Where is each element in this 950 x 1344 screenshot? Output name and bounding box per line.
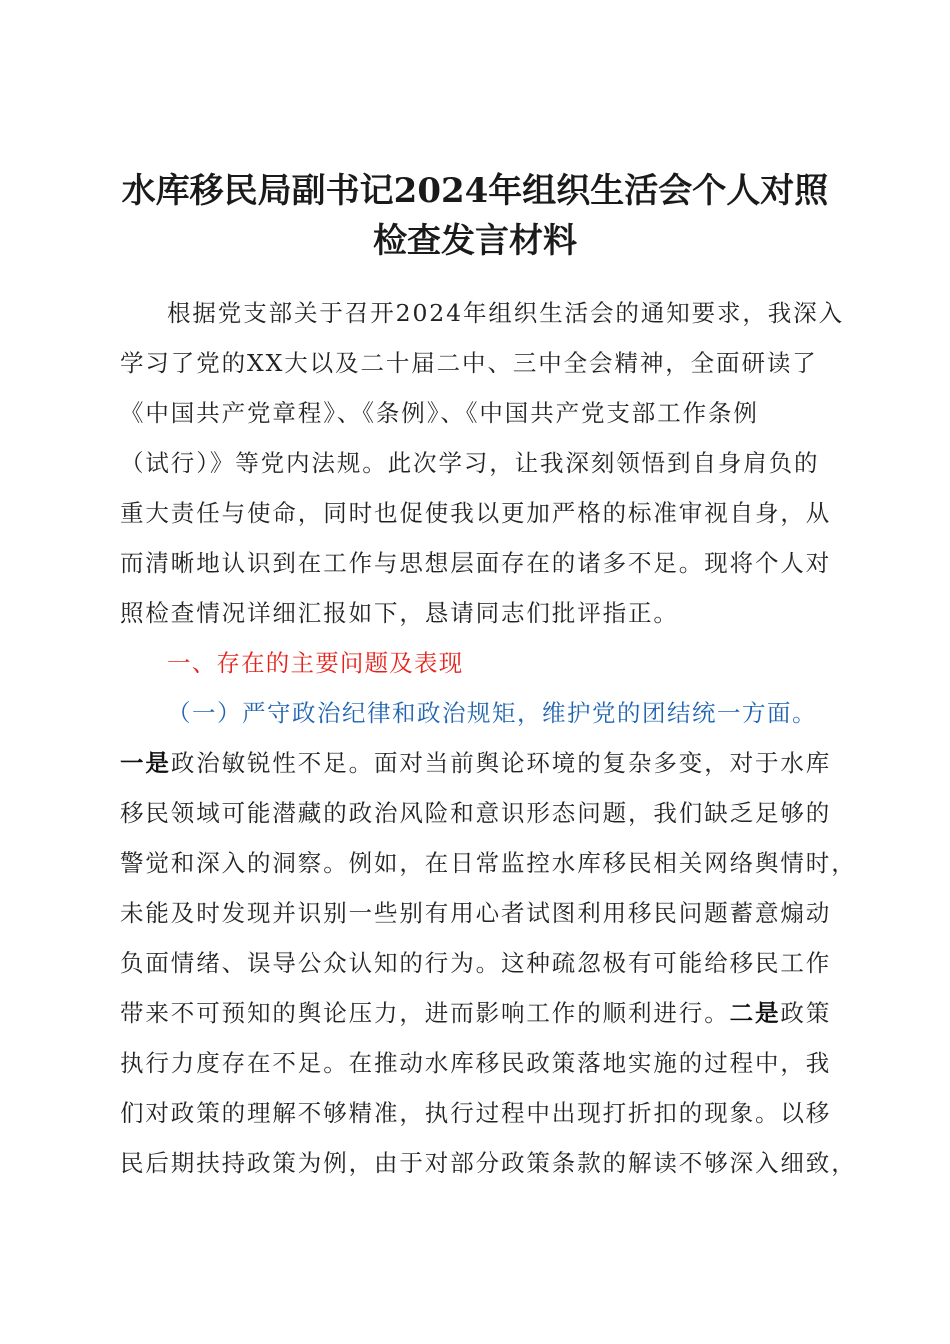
subsection-heading: （一）严守政治纪律和政治规矩，维护党的团结统一方面。 — [167, 699, 817, 727]
body-line-6-text: 带来不可预知的舆论压力，进而影响工作的顺利进行。 — [120, 999, 730, 1027]
body-line-5: 负面情绪、误导公众认知的行为。这种疏忽极有可能给移民工作 — [120, 949, 832, 977]
body-line-9: 民后期扶持政策为例，由于对部分政策条款的解读不够深入细致， — [120, 1149, 857, 1177]
intro-line-2: 学习了党的XX大以及二十届二中、三中全会精神，全面研读了 — [120, 349, 818, 377]
body-line-3: 警觉和深入的洞察。例如，在日常监控水库移民相关网络舆情时， — [120, 849, 857, 877]
body-line-2: 移民领域可能潜藏的政治风险和意识形态问题，我们缺乏足够的 — [120, 799, 832, 827]
intro-line-3: 《中国共产党章程》、《条例》、《中国共产党支部工作条例 — [120, 399, 759, 427]
body-line-1 — [120, 748, 832, 778]
intro-line-5: 重大责任与使命，同时也促使我以更加严格的标准审视自身，从 — [120, 499, 832, 527]
intro-line-6: 而清晰地认识到在工作与思想层面存在的诸多不足。现将个人对 — [120, 549, 832, 577]
point-marker-second: 二是 — [729, 999, 781, 1027]
intro-line-7: 照检查情况详细汇报如下，恳请同志们批评指正。 — [120, 599, 679, 627]
body-line-8: 们对政策的理解不够精准，执行过程中出现打折扣的现象。以移 — [120, 1099, 832, 1127]
intro-line-1: 根据党支部关于召开2024年组织生活会的通知要求，我深入 — [167, 299, 845, 327]
point-marker-first: 一是 — [120, 749, 171, 777]
document-title-line-2: 检查发言材料 — [373, 221, 577, 261]
intro-line-4: （试行）》等党内法规。此次学习，让我深刻领悟到自身肩负的 — [120, 449, 820, 477]
section-heading: 一、存在的主要问题及表现 — [167, 649, 464, 677]
body-line-7: 执行力度存在不足。在推动水库移民政策落地实施的过程中，我 — [120, 1049, 832, 1077]
body-line-4: 未能及时发现并识别一些别有用心者试图利用移民问题蓄意煽动 — [120, 899, 832, 927]
document-title-line-1: 水库移民局副书记2024年组织生活会个人对照 — [121, 171, 829, 211]
body-line-6-tail: 政策 — [780, 999, 832, 1027]
body-line-6 — [120, 998, 832, 1028]
body-line-1-text: 政治敏锐性不足。面对当前舆论环境的复杂多变，对于水库 — [170, 749, 832, 777]
